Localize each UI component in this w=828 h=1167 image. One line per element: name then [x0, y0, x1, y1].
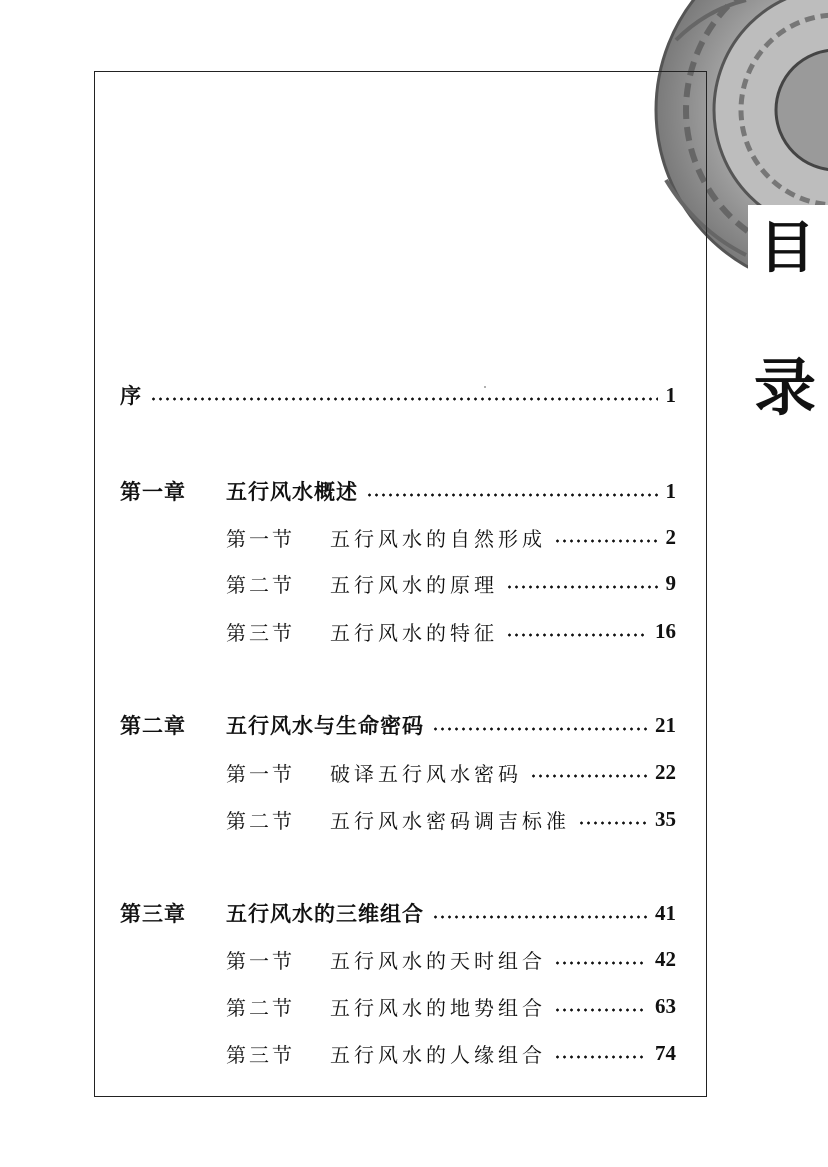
section-title: 五行风水的特征	[330, 620, 498, 645]
toc-chapter-row[interactable]	[120, 474, 676, 508]
section-title: 五行风水的天时组合	[330, 948, 546, 973]
section-label: 第二节	[226, 808, 295, 833]
page-number: 42	[655, 946, 676, 971]
chapter-label: 第三章	[120, 902, 186, 926]
section-label: 第二节	[226, 995, 295, 1020]
toc-section-row[interactable]	[226, 520, 676, 554]
section-title: 五行风水的自然形成	[330, 526, 546, 551]
section-label: 第一节	[226, 761, 295, 786]
section-label: 第一节	[226, 526, 295, 551]
dot-leader	[506, 632, 647, 638]
dot-leader	[432, 914, 647, 920]
page-number: 63	[655, 993, 676, 1018]
dot-leader	[366, 492, 658, 498]
dot-leader	[530, 773, 647, 779]
dot-leader	[554, 1007, 647, 1013]
title-char-top: 目	[759, 216, 815, 281]
page-number: 35	[655, 806, 676, 831]
page-number: 2	[665, 524, 676, 549]
preface-label: 序	[120, 384, 142, 408]
dot-leader	[506, 584, 658, 590]
page-number: 1	[665, 478, 676, 503]
section-title: 五行风水的原理	[330, 572, 498, 597]
toc-preface-row[interactable]	[120, 378, 676, 412]
title-char-bottom: 录	[753, 351, 816, 424]
dot-leader	[432, 726, 647, 732]
dot-leader	[554, 538, 658, 544]
chapter-label: 第一章	[120, 480, 186, 504]
section-title: 破译五行风水密码	[330, 761, 522, 786]
dot-leader	[578, 820, 647, 826]
toc-section-row[interactable]	[226, 1036, 676, 1070]
toc-section-row[interactable]	[226, 755, 676, 789]
dot-leader	[150, 396, 658, 402]
chapter-title: 五行风水与生命密码	[226, 714, 424, 738]
page-number: 41	[655, 900, 676, 925]
toc-section-row[interactable]	[226, 566, 676, 600]
section-label: 第二节	[226, 572, 295, 597]
section-label: 第一节	[226, 948, 295, 973]
chapter-label: 第二章	[120, 714, 186, 738]
page-number: 74	[655, 1040, 676, 1065]
toc-section-row[interactable]	[226, 614, 676, 648]
dot-leader	[554, 960, 647, 966]
page-number: 1	[665, 382, 676, 407]
toc-chapter-row[interactable]	[120, 896, 676, 930]
dot-leader	[554, 1054, 647, 1060]
section-title: 五行风水的人缘组合	[330, 1042, 546, 1067]
toc-section-row[interactable]	[226, 942, 676, 976]
section-title: 五行风水的地势组合	[330, 995, 546, 1020]
page-number: 22	[655, 759, 676, 784]
page-number: 9	[665, 570, 676, 595]
section-label: 第三节	[226, 620, 295, 645]
toc-section-row[interactable]	[226, 989, 676, 1023]
section-label: 第三节	[226, 1042, 295, 1067]
toc-chapter-row[interactable]	[120, 708, 676, 742]
page-number: 21	[655, 712, 676, 737]
page-number: 16	[655, 618, 676, 643]
chapter-title: 五行风水概述	[226, 480, 358, 504]
chapter-title: 五行风水的三维组合	[226, 902, 424, 926]
toc-section-row[interactable]	[226, 802, 676, 836]
section-title: 五行风水密码调吉标准	[330, 808, 570, 833]
